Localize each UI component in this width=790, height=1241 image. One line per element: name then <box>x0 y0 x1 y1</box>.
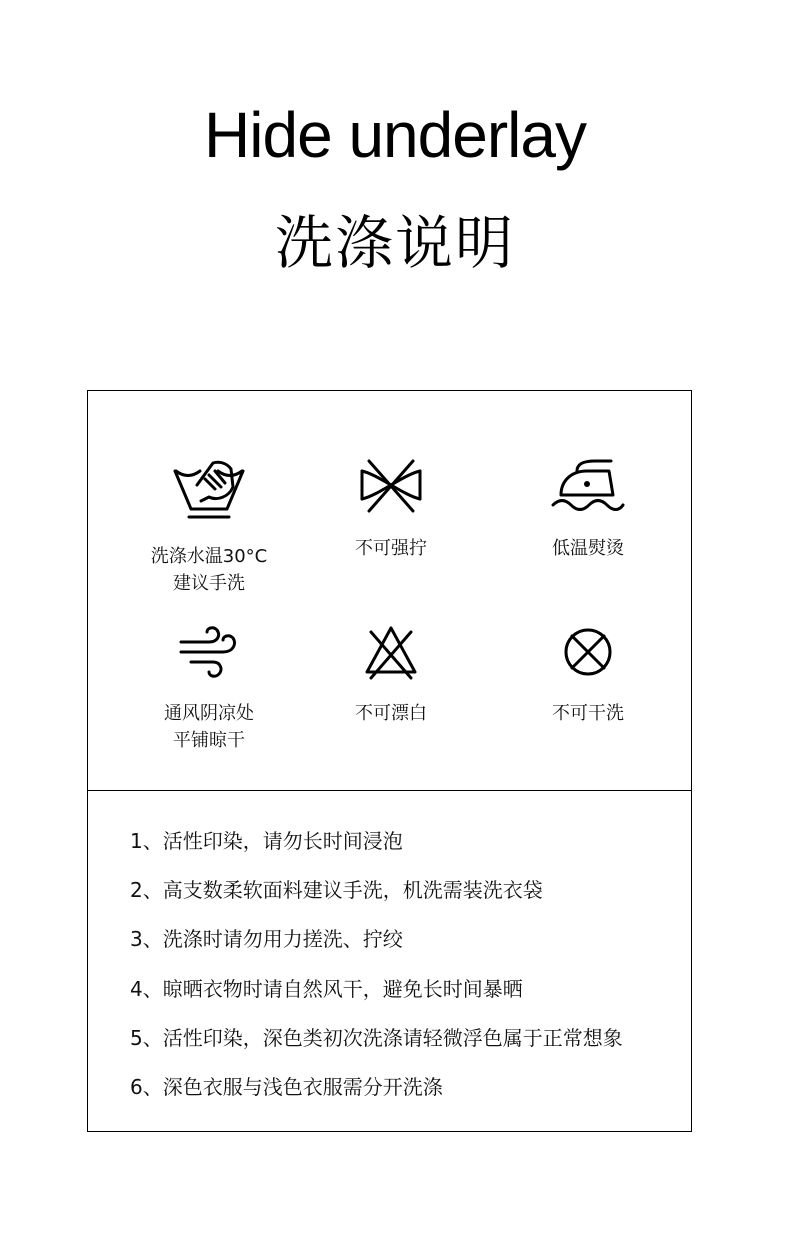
care-tip: 1、活性印染，请勿长时间浸泡 <box>130 829 403 853</box>
symbol-label: 洗涤水温30°C 建议手洗 <box>150 546 268 594</box>
do-not-dry-clean-icon <box>560 624 616 680</box>
care-symbol-do-not-dry-clean <box>488 624 688 727</box>
page-title-en: Hide underlay <box>204 99 586 171</box>
symbol-label: 通风阴凉处 平铺晾干 <box>164 703 254 751</box>
symbol-label: 低温熨烫 <box>552 538 624 559</box>
care-instructions-box <box>87 390 692 1132</box>
air-dry-icon <box>179 624 239 680</box>
care-tips-list <box>130 829 681 1124</box>
care-symbol-do-not-wring <box>291 457 491 562</box>
care-symbol-hand-wash <box>109 457 309 597</box>
page-title-zh: 洗涤说明 <box>274 209 515 277</box>
section-divider <box>88 790 691 791</box>
care-symbol-do-not-bleach <box>291 624 491 727</box>
care-tip: 4、晾晒衣物时请自然风干，避免长时间暴晒 <box>130 976 523 1001</box>
hand-wash-icon <box>171 457 247 523</box>
symbol-label: 不可强拧 <box>355 538 427 559</box>
care-tip: 5、活性印染，深色类初次洗涤请轻微浮色属于正常想象 <box>130 1025 623 1050</box>
do-not-wring-icon <box>359 457 423 515</box>
care-tip: 6、深色衣服与浅色衣服需分开洗涤 <box>130 1074 443 1099</box>
care-tip: 2、高支数柔软面料建议手洗，机洗需装洗衣袋 <box>130 878 543 903</box>
care-symbol-low-iron <box>488 457 688 562</box>
symbol-label: 不可干洗 <box>552 703 624 724</box>
symbol-label: 不可漂白 <box>355 703 427 724</box>
low-temp-iron-icon <box>551 457 625 515</box>
care-tip: 3、洗涤时请勿用力搓洗、拧绞 <box>130 927 403 952</box>
care-symbol-air-dry <box>109 624 309 754</box>
do-not-bleach-icon <box>363 624 419 680</box>
